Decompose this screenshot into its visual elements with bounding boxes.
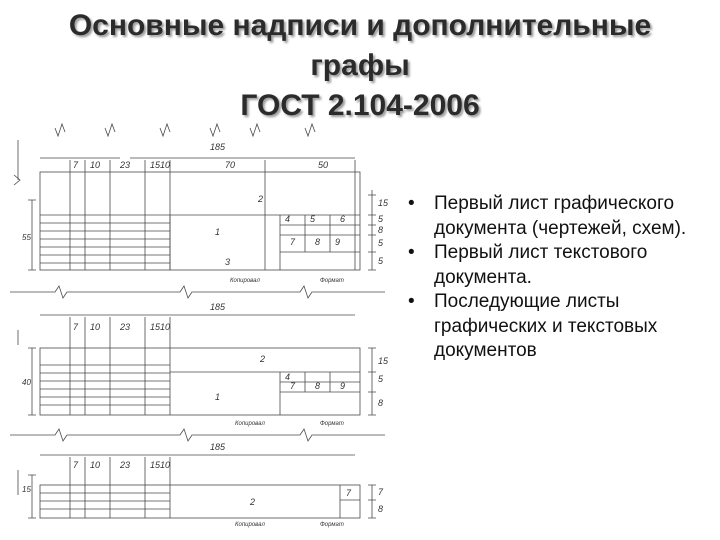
- f2-cell-4: 4: [285, 372, 291, 382]
- f1-dim-7: 50: [318, 160, 329, 170]
- f3-cell-2: 2: [250, 497, 256, 507]
- f3-dim-3: 23: [120, 460, 131, 470]
- f1-copy-label: Копировал: [230, 278, 260, 284]
- slide-title: [0, 6, 720, 126]
- f3-format-label: Формат: [320, 522, 344, 528]
- f1-dim-4: 15: [150, 160, 161, 170]
- title-line-2: графы: [310, 49, 410, 82]
- f3-dim-4: 15: [150, 460, 161, 470]
- f3-copy-label: Копировал: [235, 522, 265, 528]
- f1-dim-6: 70: [225, 160, 236, 170]
- f2-copy-label: Копировал: [235, 421, 265, 427]
- title-block-drawing: [0, 120, 395, 530]
- f1-cell-3: 3: [225, 257, 231, 267]
- f2-dim-4: 15: [150, 322, 161, 332]
- f2-cell-2: 2: [260, 354, 266, 364]
- f2-dim-2: 10: [90, 322, 101, 332]
- bullet-item-1: • Первый лист графического документа (чертежей, схем).: [398, 192, 708, 241]
- f1-cell-5: 5: [310, 214, 316, 224]
- f1-cell-8: 8: [315, 237, 321, 247]
- f1-dim-2: 10: [90, 160, 101, 170]
- f1-height: 55: [22, 233, 31, 242]
- f2-height: 40: [22, 378, 31, 387]
- f2-cell-8: 8: [315, 381, 321, 391]
- f1-total-width: 185: [210, 142, 226, 152]
- form3-frame: [18, 455, 376, 518]
- f2-total-width: 185: [210, 302, 226, 312]
- f3-cell-7: 7: [346, 488, 352, 498]
- f1-right-dim-1: 15: [378, 198, 389, 208]
- f1-cell-2: 2: [258, 194, 264, 204]
- f1-cell-4: 4: [285, 214, 291, 224]
- f2-right-dim-3: 8: [378, 398, 384, 408]
- f2-dim-5: 10: [160, 322, 171, 332]
- f1-dim-3: 23: [120, 160, 131, 170]
- f3-height: 15: [22, 485, 31, 494]
- f1-dim-5: 10: [160, 160, 171, 170]
- bullet-item-3: • Последующие листы графических и текстовых документов: [398, 290, 708, 364]
- f3-right-dim-1: 7: [378, 487, 384, 497]
- bullet-item-2: • Первый лист текстового документа.: [398, 241, 708, 290]
- f2-dim-1: 7: [73, 322, 79, 332]
- f3-dim-1: 7: [73, 460, 79, 470]
- f2-right-dim-1: 15: [378, 356, 389, 366]
- f1-right-dim-5: 5: [378, 256, 384, 266]
- f3-dim-2: 10: [90, 460, 101, 470]
- f2-dim-3: 23: [120, 322, 131, 332]
- f1-cell-1: 1: [215, 227, 221, 237]
- f2-format-label: Формат: [320, 421, 344, 427]
- title-line-1: Основные надписи и дополнительные: [68, 9, 652, 42]
- f1-cell-6: 6: [340, 214, 346, 224]
- f1-format-label: Формат: [320, 278, 344, 284]
- f1-dim-1: 7: [73, 160, 79, 170]
- f2-cell-9: 9: [340, 381, 346, 391]
- f3-right-dim-2: 8: [378, 504, 384, 514]
- f1-cell-7: 7: [290, 237, 296, 247]
- f3-dim-5: 10: [160, 460, 171, 470]
- form1-frame: [10, 124, 385, 298]
- bullet-list: [398, 192, 708, 364]
- f3-total-width: 185: [210, 442, 226, 452]
- f1-right-dim-4: 5: [378, 238, 384, 248]
- title-line-3: ГОСТ 2.104-2006: [240, 89, 480, 122]
- f1-right-dim-3: 8: [378, 225, 384, 235]
- f1-right-dim-2: 5: [378, 214, 384, 224]
- f2-cell-7: 7: [290, 381, 296, 391]
- f1-cell-9: 9: [335, 237, 341, 247]
- f2-right-dim-2: 5: [378, 374, 384, 384]
- f2-cell-1: 1: [215, 392, 221, 402]
